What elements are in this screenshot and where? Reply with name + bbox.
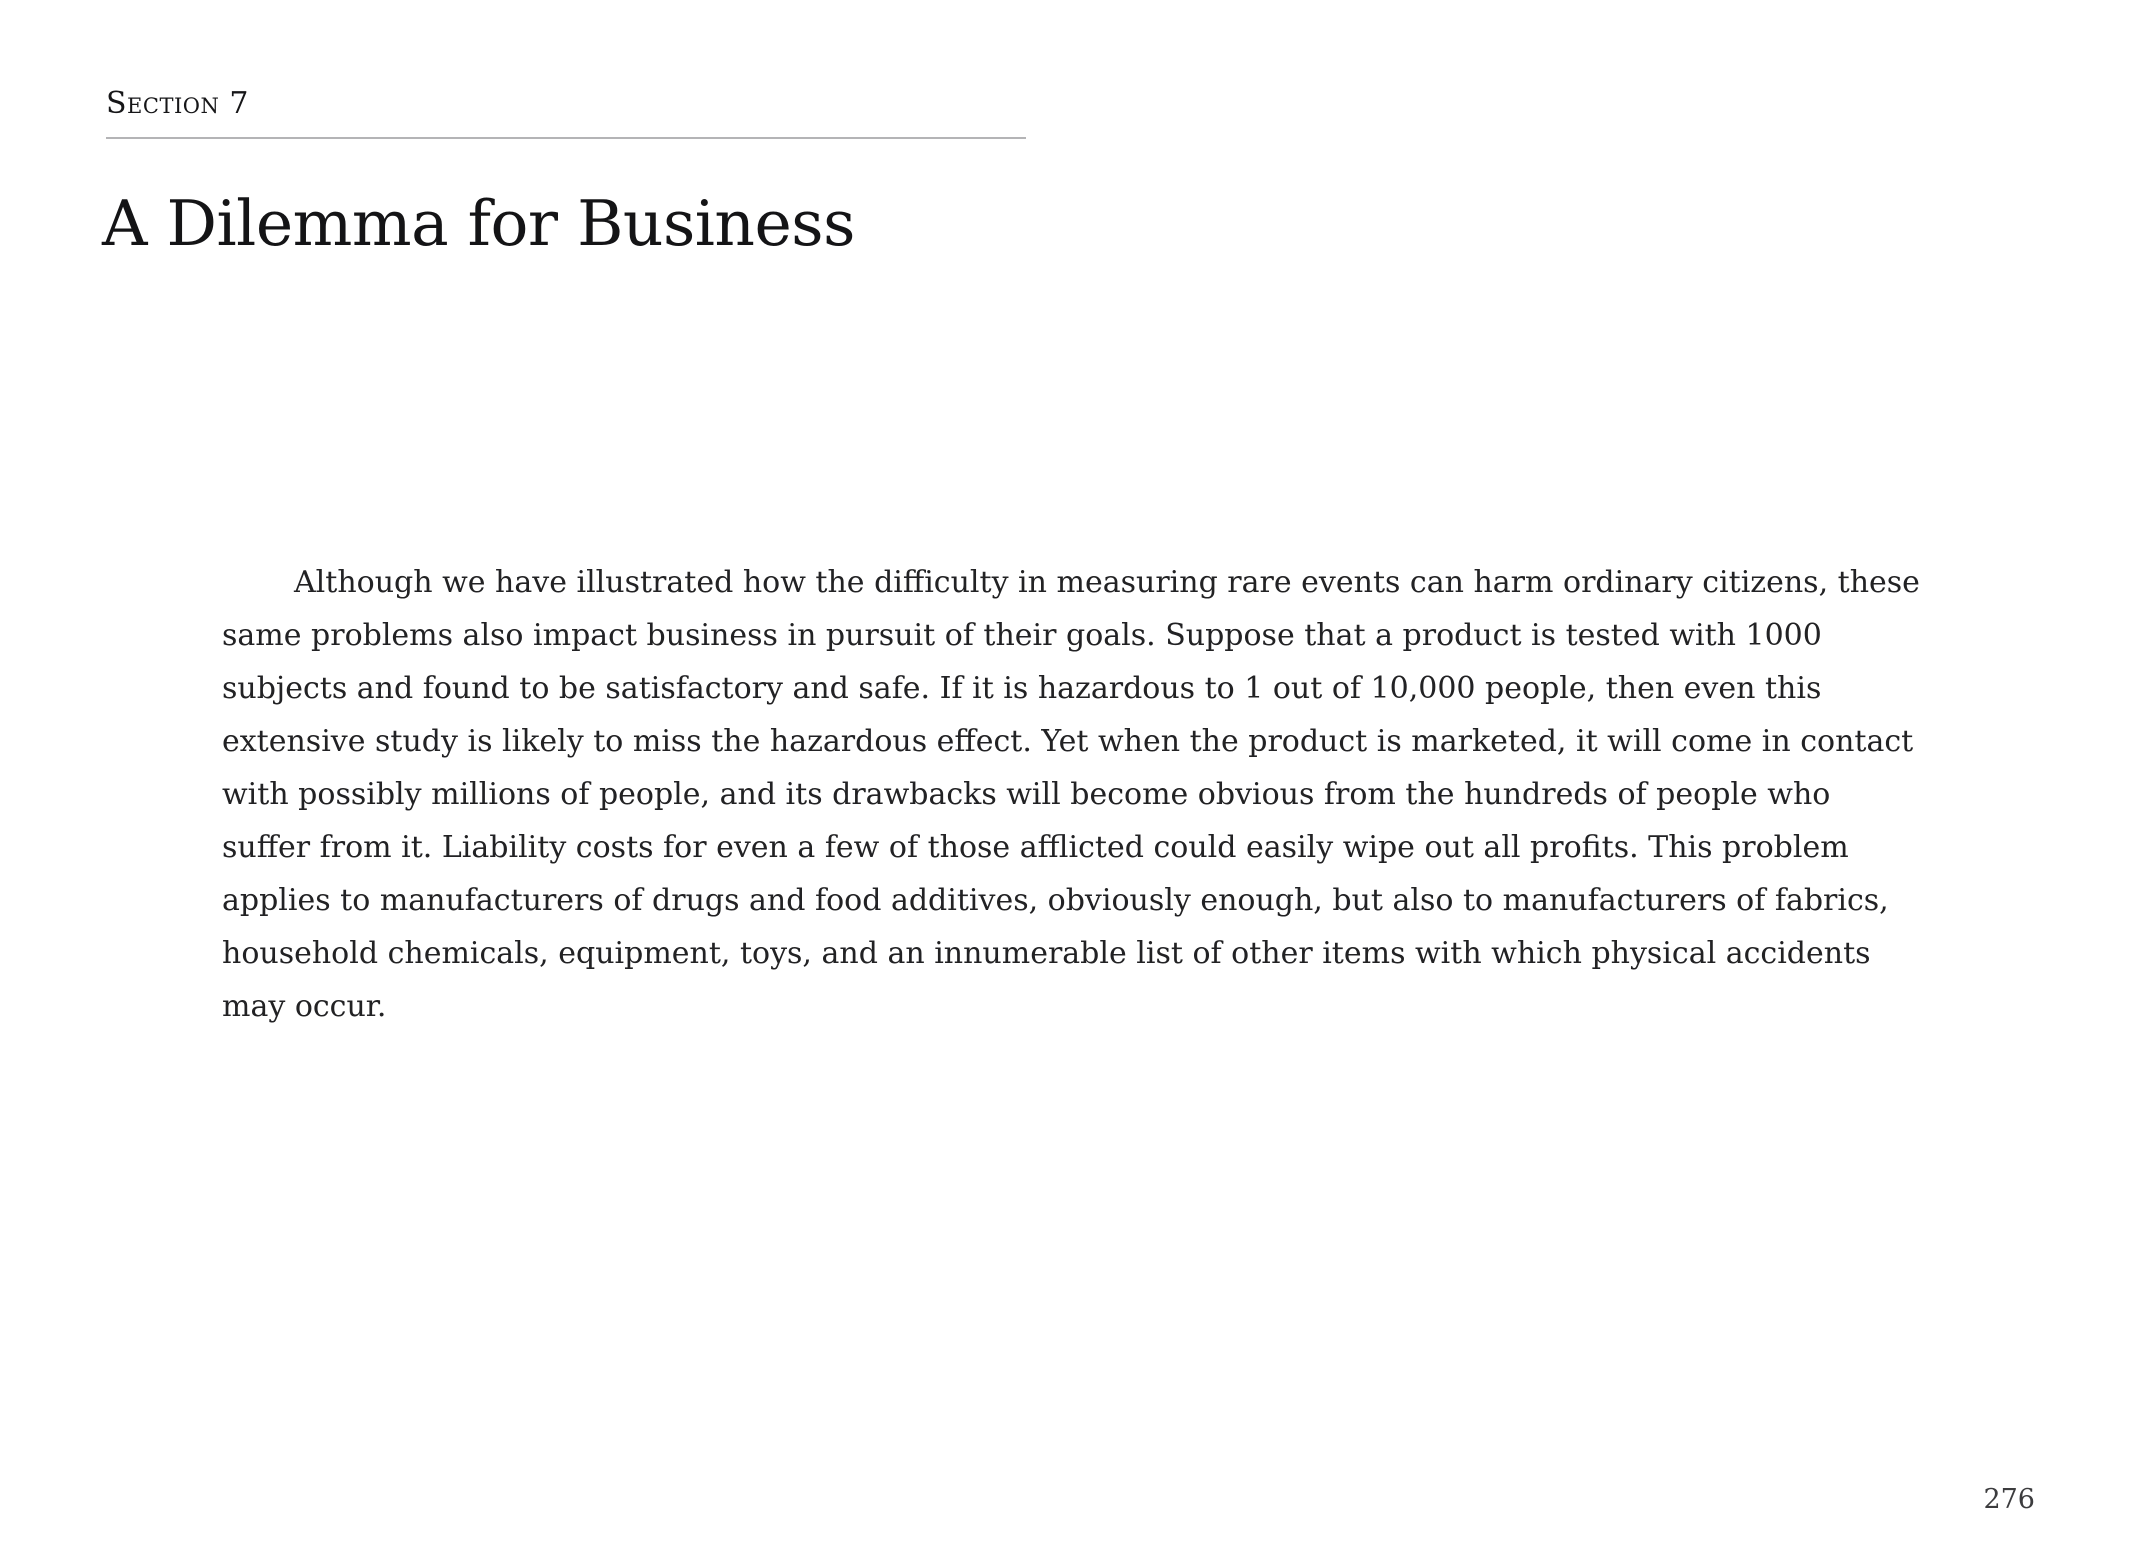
page-number: 276: [1983, 1484, 2035, 1515]
section-label: Section 7: [106, 86, 249, 121]
section-divider-rule: [106, 137, 1026, 139]
page-title: A Dilemma for Business: [102, 187, 855, 261]
body-paragraph: Although we have illustrated how the difficulty in measuring rare events can harm ordinary citizens, these same problems also impact business in pursuit of their goals. Suppose that a product is tested with 1000 subjects and found to be satisfactory and safe. If it is hazardous to 1 out of 10,000 people, then even this extensive study is likely to miss the hazardous effect. Yet when the product is marketed, it will come in contact with possibly millions of people, and its drawbacks will become obvious from the hundreds of people who suffer from it. Liability costs for even a few of those afflicted could easily wipe out all profits. This problem applies to manufacturers of drugs and food additives, obviously enough, but also to manufacturers of fabrics, household chemicals, equipment, toys, and an innumerable list of other items with which physical accidents may occur.: [222, 565, 1920, 1024]
